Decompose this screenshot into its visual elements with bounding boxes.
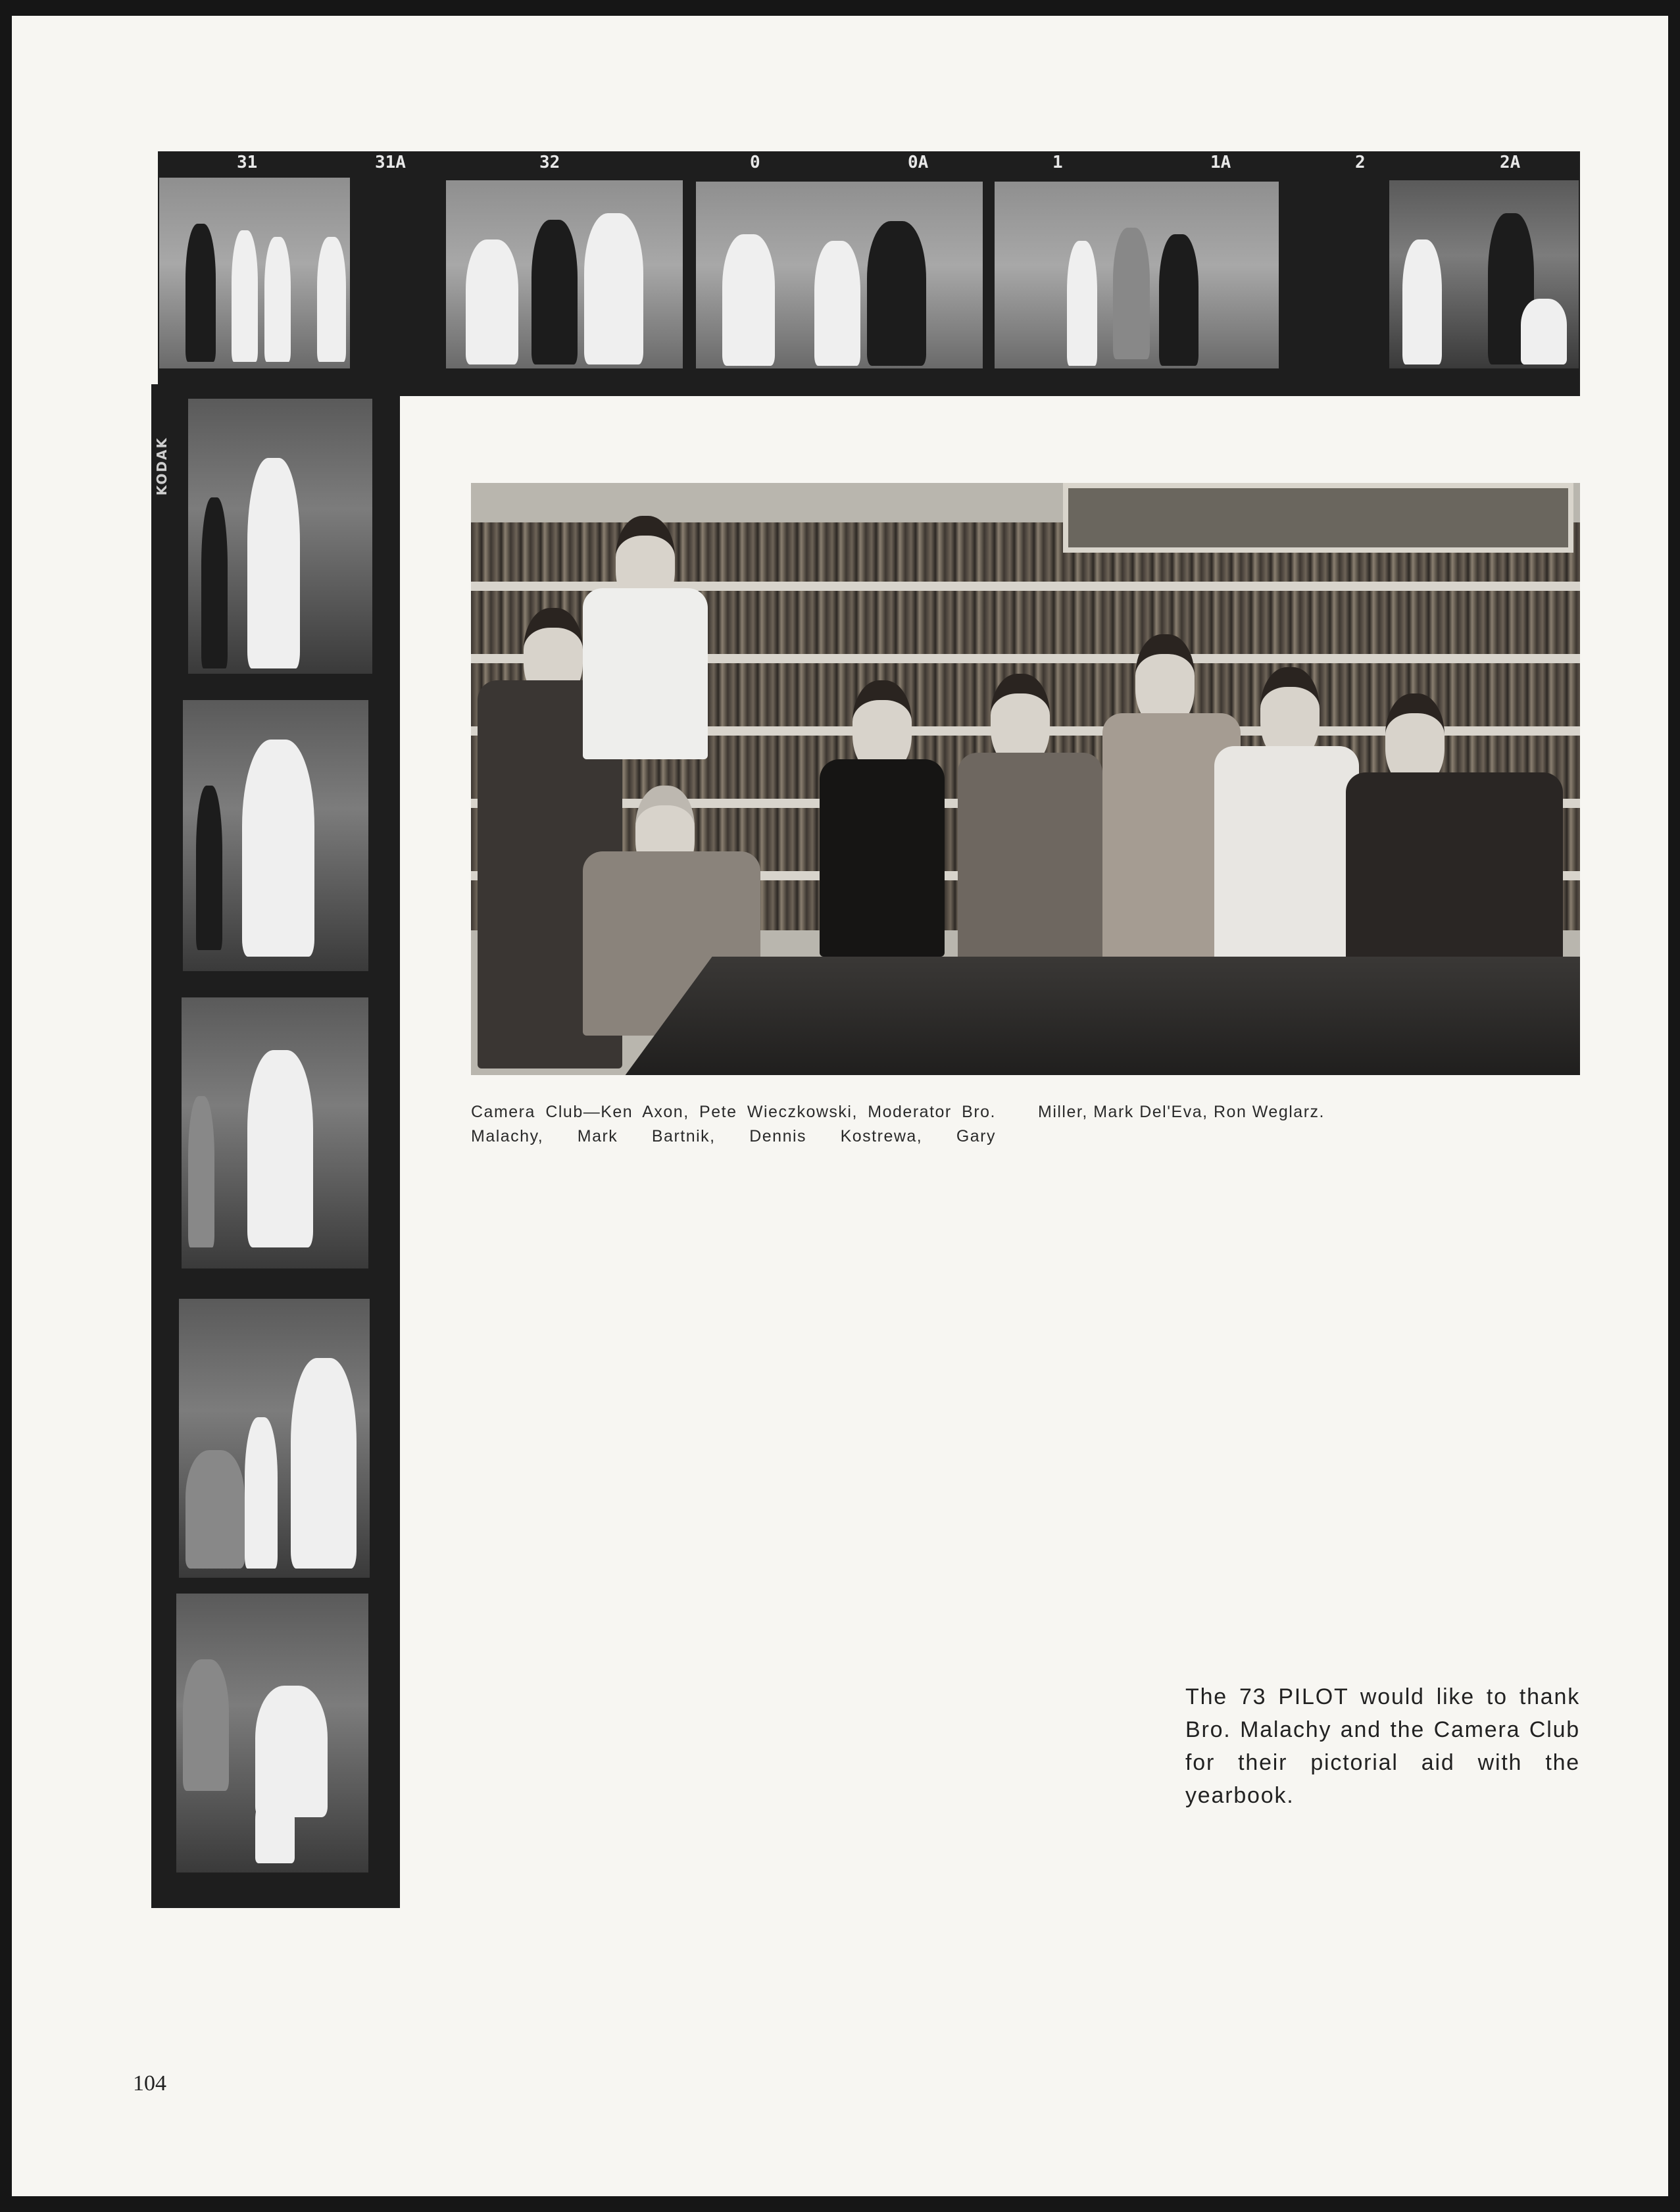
contact-sheet-strip-horizontal: [158, 151, 1580, 396]
frame-number: 2A: [1500, 153, 1521, 172]
photo-caption-continued: Miller, Mark Del'Eva, Ron Weglarz.: [1038, 1103, 1325, 1121]
frame-number: 2: [1355, 153, 1366, 172]
film-frame-photo: [176, 1594, 368, 1873]
thank-you-note: The 73 PILOT would like to thank Bro. Malachy and the Camera Club for their pictorial aid with the yearbook.: [1185, 1684, 1580, 1808]
frame-number: 1A: [1210, 153, 1231, 172]
photo-caption: Camera Club—Ken Axon, Pete Wieczkowski, Moderator Bro. Malachy, Mark Bartnik, Dennis Kostrewa, Gary: [471, 1103, 996, 1145]
frame-number: 1: [1052, 153, 1063, 172]
film-frame-photo: [188, 399, 372, 674]
camera-club-group-photo: [471, 483, 1580, 1075]
film-frame-photo: [182, 997, 368, 1269]
film-frame-photo: [179, 1299, 370, 1578]
film-frame-photo: [1389, 180, 1579, 368]
yearbook-page: [12, 16, 1668, 2196]
film-frame-photo: [995, 182, 1279, 368]
film-frame-photo: [183, 700, 368, 971]
contact-sheet-strip-vertical: [151, 384, 400, 1908]
frame-number: 0A: [908, 153, 929, 172]
frame-number: 0: [750, 153, 760, 172]
frame-number: 32: [539, 153, 560, 172]
film-frame-photo: [159, 178, 350, 368]
film-brand-text: KODAK: [154, 437, 170, 496]
frame-number: 31A: [375, 153, 406, 172]
film-frame-photo: [696, 182, 983, 368]
page-number: 104: [133, 2071, 166, 2096]
film-frame-photo: [446, 180, 683, 368]
frame-number: 31: [237, 153, 258, 172]
